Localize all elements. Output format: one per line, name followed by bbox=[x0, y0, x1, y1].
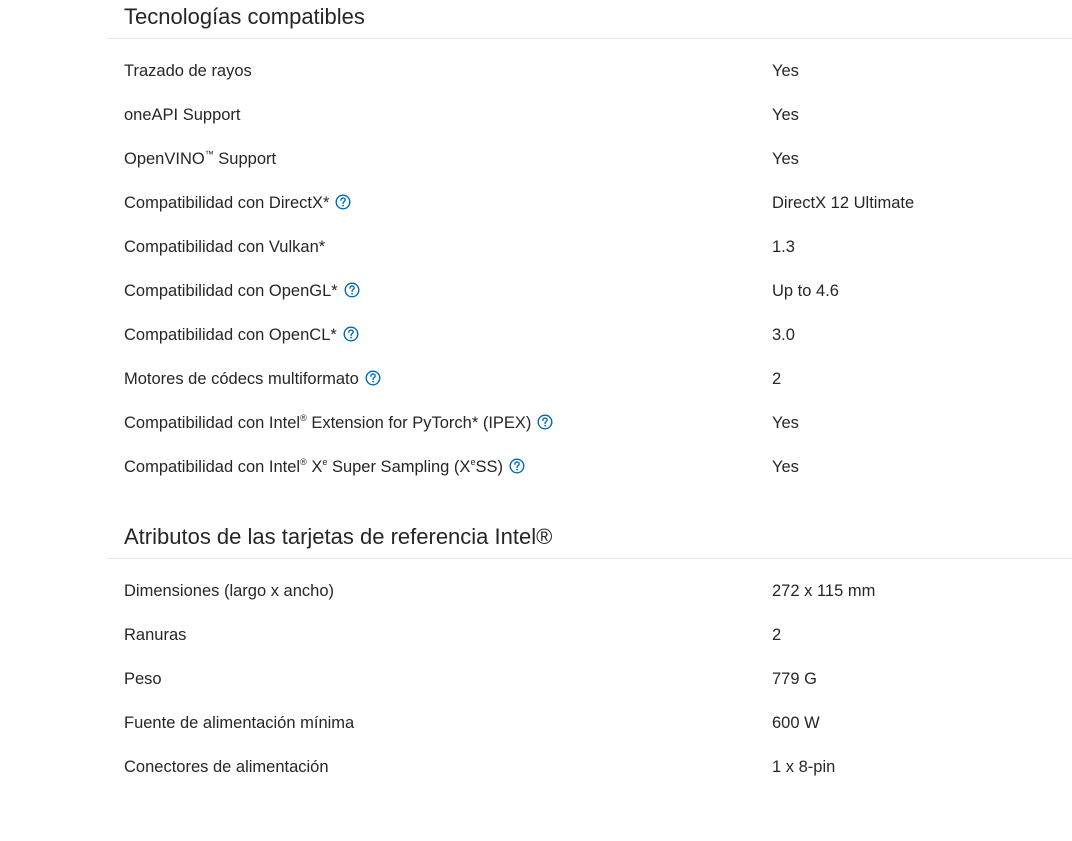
spec-label: Ranuras bbox=[124, 626, 187, 644]
spec-value: DirectX 12 Ultimate bbox=[772, 194, 915, 212]
section-title: Atributos de las tarjetas de referencia Intel® bbox=[107, 520, 1072, 559]
spec-value: Yes bbox=[772, 150, 799, 168]
spec-label: OpenVINO™ Support bbox=[124, 149, 277, 168]
spec-row-opengl bbox=[107, 270, 1072, 314]
spec-value: 2 bbox=[772, 370, 782, 388]
spec-label: Trazado de rayos bbox=[124, 62, 252, 80]
spec-row-ipex bbox=[107, 402, 1072, 446]
spec-row-codecs bbox=[107, 358, 1072, 402]
spec-label: Fuente de alimentación mínima bbox=[124, 714, 355, 732]
help-icon[interactable] bbox=[365, 370, 381, 386]
spec-row-dimensiones bbox=[107, 570, 1072, 614]
spec-label: Compatibilidad con Vulkan* bbox=[124, 238, 326, 256]
spec-value: 779 G bbox=[772, 670, 817, 688]
help-icon[interactable] bbox=[344, 282, 360, 298]
spec-label: Dimensiones (largo x ancho) bbox=[124, 582, 335, 600]
spec-row-oneapi bbox=[107, 94, 1072, 138]
spec-row-opencl bbox=[107, 314, 1072, 358]
spec-value: 600 W bbox=[772, 714, 820, 732]
spec-label: Compatibilidad con DirectX* bbox=[124, 194, 351, 213]
spec-value: Yes bbox=[772, 458, 799, 476]
section-atributos bbox=[107, 520, 1072, 790]
section-tecnologias bbox=[107, 0, 1072, 490]
spec-label: Compatibilidad con Intel® Extension for PyTorch* (IPEX) bbox=[124, 414, 553, 433]
help-icon[interactable] bbox=[343, 326, 359, 342]
help-icon[interactable] bbox=[335, 194, 351, 210]
spec-row-conectores bbox=[107, 746, 1072, 790]
spec-label: oneAPI Support bbox=[124, 106, 241, 124]
spec-row-fuente bbox=[107, 702, 1072, 746]
spec-value: 3.0 bbox=[772, 326, 795, 344]
spec-value: Yes bbox=[772, 106, 799, 124]
spec-list bbox=[107, 39, 1072, 490]
spec-value: Yes bbox=[772, 62, 799, 80]
spec-value: 2 bbox=[772, 626, 782, 644]
spec-row-ranuras bbox=[107, 614, 1072, 658]
help-icon[interactable] bbox=[537, 414, 553, 430]
spec-label: Compatibilidad con OpenCL* bbox=[124, 326, 359, 345]
spec-value: 1 x 8-pin bbox=[772, 758, 836, 776]
spec-row-directx bbox=[107, 182, 1072, 226]
spec-label: Compatibilidad con OpenGL* bbox=[124, 282, 360, 301]
spec-label: Conectores de alimentación bbox=[124, 758, 329, 776]
spec-row-vulkan bbox=[107, 226, 1072, 270]
spec-label: Motores de códecs multiformato bbox=[124, 370, 381, 389]
section-title: Tecnologías compatibles bbox=[107, 0, 1072, 39]
help-icon[interactable] bbox=[509, 458, 525, 474]
spec-row-peso bbox=[107, 658, 1072, 702]
spec-label: Peso bbox=[124, 670, 162, 688]
spec-list bbox=[107, 559, 1072, 790]
spec-label: Compatibilidad con Intel® Xe Super Sampling (XeSS) bbox=[124, 458, 525, 477]
spec-value: Up to 4.6 bbox=[772, 282, 839, 300]
spec-value: 272 x 115 mm bbox=[772, 582, 876, 600]
spec-row-trazado-de-rayos bbox=[107, 50, 1072, 94]
spec-row-openvino bbox=[107, 138, 1072, 182]
spec-value: Yes bbox=[772, 414, 799, 432]
spec-value: 1.3 bbox=[772, 238, 795, 256]
spec-row-xess bbox=[107, 446, 1072, 490]
